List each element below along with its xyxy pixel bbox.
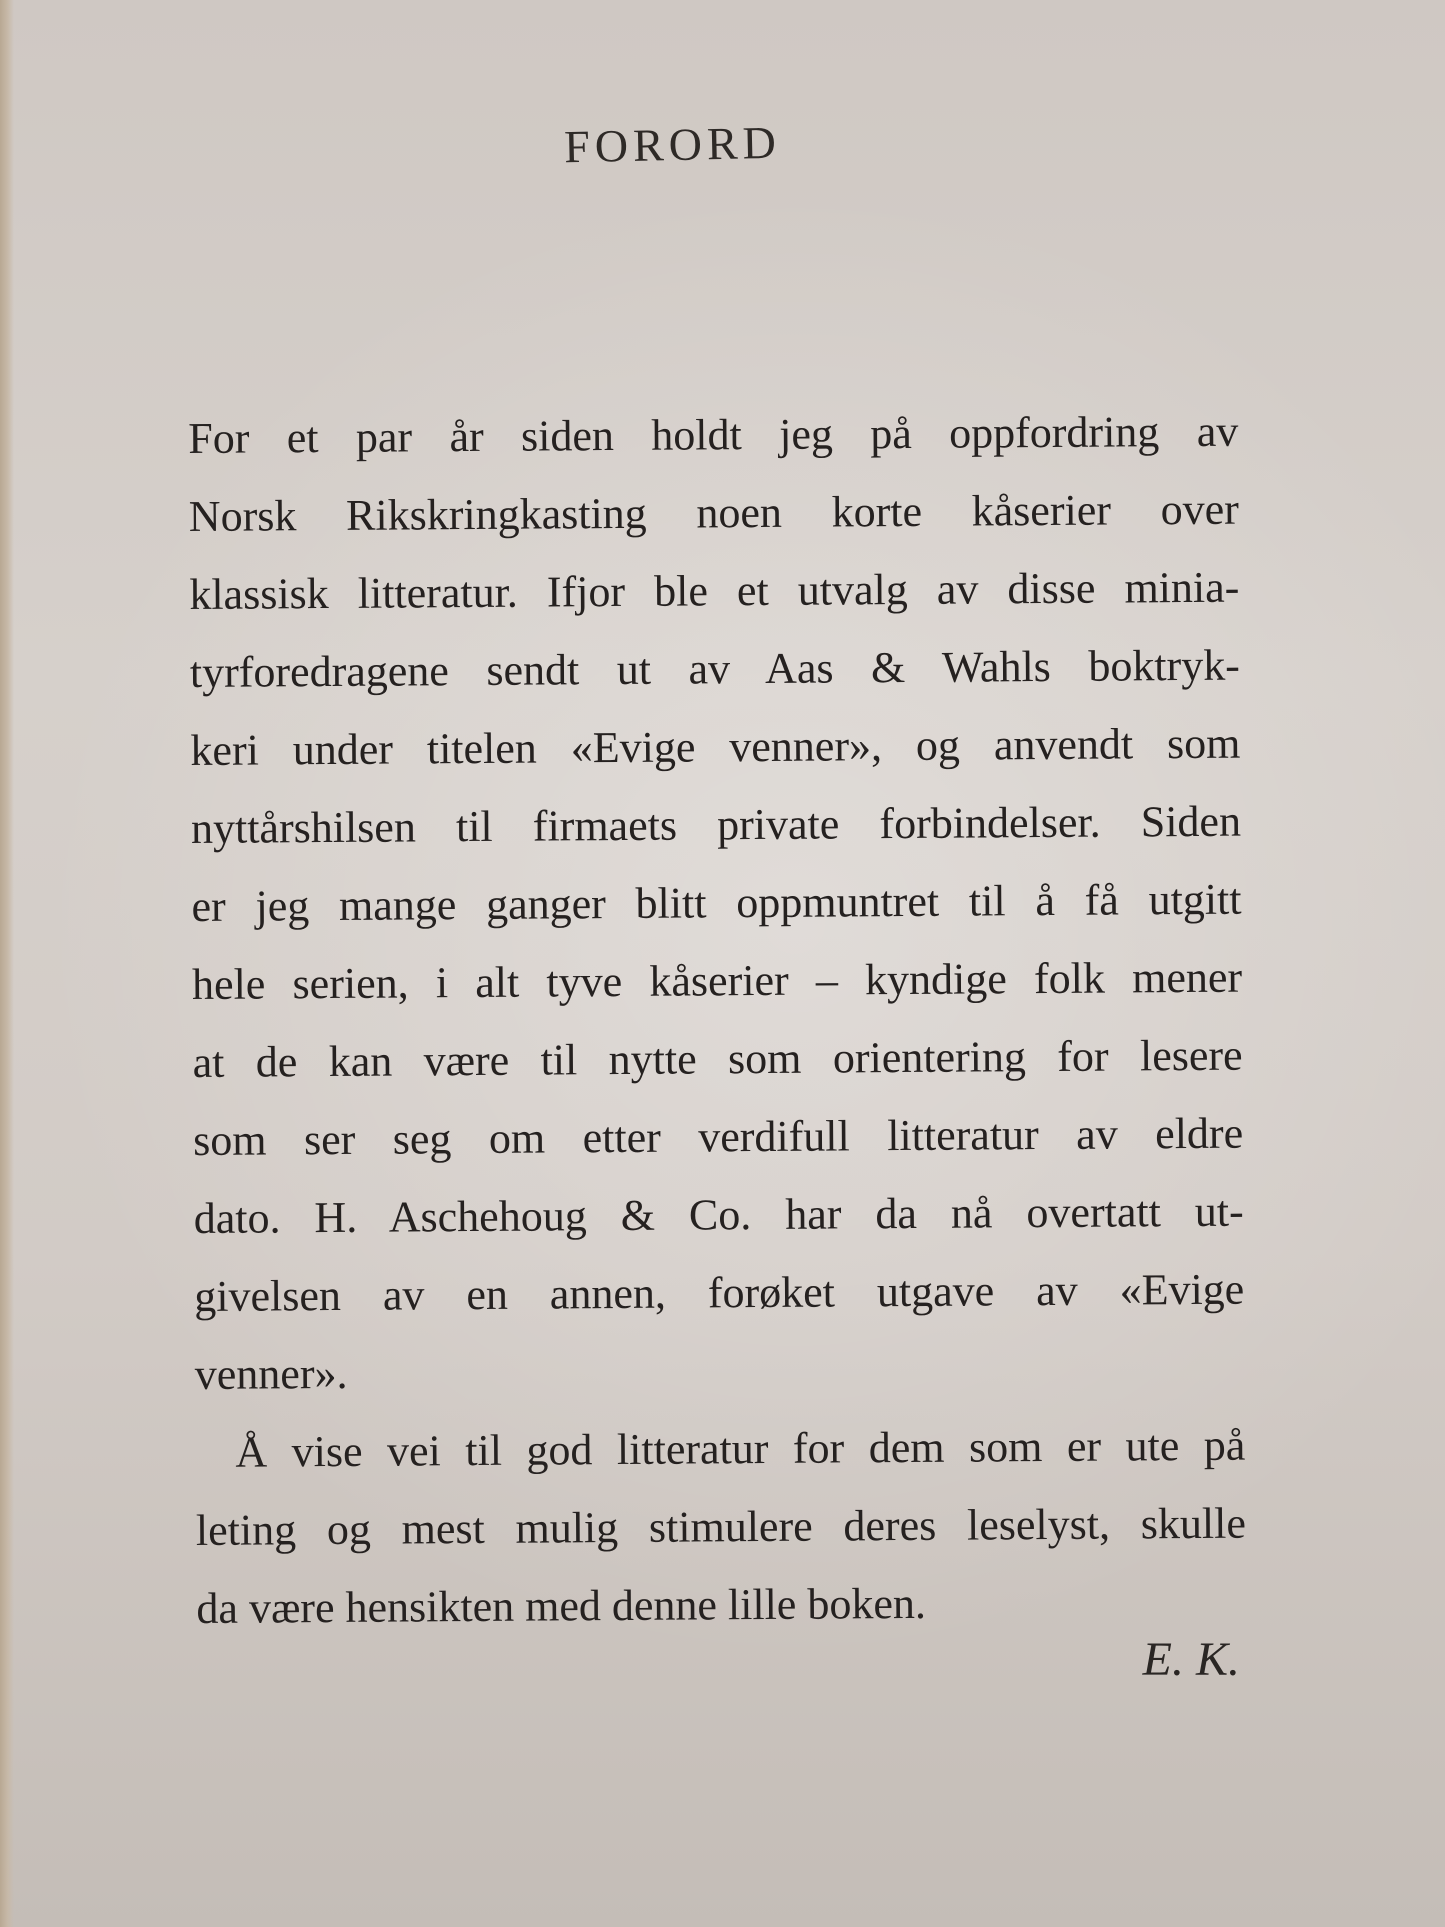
text-line: nyttårshilsen til firmaets private forbindelser. Siden: [190, 796, 1242, 853]
text-line: dato. H. Aschehoug & Co. har da nå overtatt ut-: [193, 1186, 1244, 1243]
text-line: Å vise vei til god litteratur for dem som er ute på: [235, 1420, 1246, 1477]
text-line: For et par år siden holdt jeg på oppfordring av: [188, 406, 1239, 463]
text-line: keri under titelen «Evige venner», og anvendt som: [190, 718, 1241, 775]
text-line: hele serien, i alt tyve kåserier – kyndige folk mener: [191, 952, 1243, 1009]
text-line: venner».: [194, 1348, 348, 1399]
page-heading: FORORD: [563, 116, 782, 173]
text-line: da være hensikten med denne lille boken.: [196, 1578, 927, 1633]
paragraph-2: [195, 1407, 1247, 1648]
text-line: som ser seg om etter verdifull litteratur av eldre: [192, 1108, 1244, 1165]
paragraph-1: [188, 393, 1245, 1414]
text-line: givelsen av en annen, forøket utgave av «Evige: [194, 1264, 1245, 1321]
text-line: er jeg mange ganger blitt oppmuntret til å få utgitt: [191, 874, 1242, 931]
text-line: klassisk litteratur. Ifjor ble et utvalg av disse minia-: [189, 562, 1240, 619]
text-line: leting og mest mulig stimulere deres leselyst, skulle: [195, 1498, 1247, 1555]
signature: E. K.: [1142, 1633, 1240, 1686]
preface-text: [188, 393, 1247, 1648]
text-line: tyrforedragene sendt ut av Aas & Wahls boktryk-: [189, 640, 1241, 697]
text-line: at de kan være til nytte som orientering for lesere: [192, 1030, 1243, 1087]
text-line: Norsk Rikskringkasting noen korte kåserier over: [188, 484, 1239, 541]
page-edge: [0, 0, 14, 1927]
